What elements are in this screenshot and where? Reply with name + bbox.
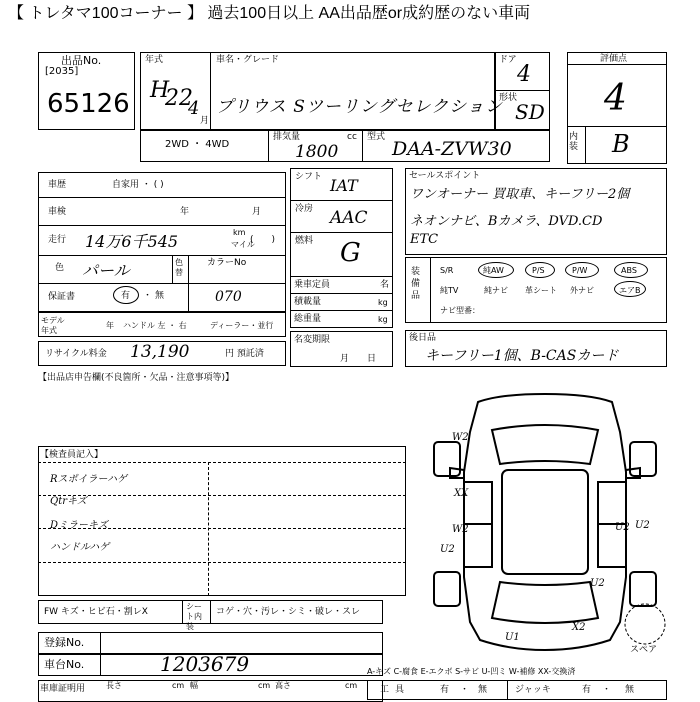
shape-label: 形状 (499, 93, 518, 103)
colorno-label: カラーNo (207, 258, 247, 268)
name-change-label: 名変期限 (294, 335, 331, 345)
displacement-label: 排気量 (273, 132, 301, 142)
year-value: 22 (165, 86, 193, 111)
name-change-unit: 月日 (340, 354, 395, 364)
load-label: 積載量 (294, 297, 322, 307)
equip-ps: P/S (532, 266, 545, 275)
inspector-label: 【検査員記入】 (40, 450, 104, 460)
inspection-year: 年 (180, 207, 190, 217)
equip-sr: S/R (440, 266, 454, 275)
damage-legend: A-キズ C-腐食 E-エクボ S-サビ U-凹ミ W-補修 XX-交換済 (367, 667, 576, 676)
weight-label: 総重量 (294, 314, 322, 324)
equip-tv: 純TV (440, 286, 459, 295)
chassis-label: 車台No. (44, 658, 85, 671)
equip-leather: 革シート (525, 286, 557, 295)
handbook-length: 長さ (106, 681, 122, 690)
sales-points-line2: ネオンナビ、Bカメラ、DVD.CD (410, 214, 603, 229)
mark-x2: X2 (572, 622, 586, 633)
handbook-width-unit: cm (258, 681, 271, 690)
fw-label: FW キズ・ヒビ石・割レX (44, 607, 148, 617)
fuel-label: 燃料 (295, 236, 314, 246)
mark-u2-rear-right: U2 (590, 578, 605, 589)
recycle-value: 13,190 (130, 342, 190, 362)
registration-row (38, 632, 383, 654)
inspector-line-4: ハンドルハゲ (50, 542, 110, 553)
jack-no: 無 (625, 685, 635, 695)
shift-label: シフト (295, 172, 323, 182)
mark-u2-right: U2 (635, 520, 650, 531)
page-title: 【 トレタマ100コーナー 】 過去100日以上 AA出品歴or成約歴のない車両 (8, 5, 531, 22)
weight-unit: kg (378, 315, 388, 324)
mark-xx: XX (454, 488, 469, 499)
declaration-label: 【出品店申告欄(不良箇所・欠品・注意事項等)】 (38, 373, 235, 383)
shift-value: IAT (330, 176, 358, 195)
model-value: プリウス Sツーリングセレクション (216, 97, 503, 117)
displacement-unit: cc (347, 132, 357, 142)
recycle-label: リサイクル料金 (45, 349, 107, 359)
sales-points-label: セールスポイント (409, 171, 481, 181)
aircon-label: 冷房 (295, 204, 314, 214)
mileage-mile: マイル (231, 240, 255, 249)
mileage-value: 14万6千545 (85, 232, 179, 251)
equip-navi: 純ナビ (484, 286, 508, 295)
equip-pw: P/W (572, 266, 588, 275)
colorno-value: 070 (215, 289, 242, 305)
model-year-dealer: ディーラー・並行 (210, 321, 274, 330)
sales-points-line3: ETC (410, 232, 439, 247)
model-year-label: モデル年式 (41, 316, 65, 335)
mark-w2-front: W2 (452, 432, 469, 443)
color-label: 色 (55, 263, 65, 273)
handbook-width: 幅 (190, 681, 198, 690)
mark-w2-door: W2 (452, 524, 469, 535)
handbook-row (38, 680, 383, 702)
lot-sub: [2035] (45, 66, 79, 77)
warranty-sep: ・ (143, 291, 153, 301)
handbook-label: 車庫証明用 (40, 684, 86, 694)
equipment-label: 装備品 (411, 267, 421, 301)
door-label: ドア (499, 55, 517, 65)
model-label: 車名・グレード (216, 55, 280, 65)
equip-ext-navi: 外ナビ (570, 286, 594, 295)
capacity-label: 乗車定員 (294, 280, 331, 290)
recycle-unit: 円 預託済 (225, 349, 264, 359)
accessories-label: 後日品 (409, 333, 437, 343)
fuel-value: G (340, 238, 361, 268)
history-label: 車歴 (48, 180, 67, 190)
lot-box (38, 52, 135, 130)
shape-value: SD (515, 100, 545, 124)
warranty-no: 無 (155, 291, 165, 301)
displacement-value: 1800 (295, 142, 339, 162)
mark-u1: U1 (505, 632, 520, 643)
capacity-unit: 名 (380, 280, 390, 290)
interior-value: B (612, 130, 630, 158)
tools-no: 無 (478, 685, 488, 695)
equip-abs: ABS (621, 266, 637, 275)
interior-label: 内装 (569, 132, 579, 152)
drive-label: 2WD ・ 4WD (165, 139, 230, 150)
load-unit: kg (378, 298, 388, 307)
jack-yes: 有 (582, 685, 592, 695)
year-month: 4 (188, 98, 200, 119)
mileage-label: 走行 (48, 235, 67, 245)
mileage-km: km (233, 228, 246, 237)
grade-score: 4 (604, 78, 627, 119)
color-change: 色替 (175, 258, 183, 277)
mark-u2-door: U2 (615, 522, 630, 533)
equip-airbag: エアB (619, 286, 641, 295)
navi-model-label: ナビ型番： (440, 306, 480, 315)
equip-aw: 純AW (483, 266, 504, 275)
lot-label: 出品No. (61, 54, 102, 67)
handbook-height-unit: cm (345, 681, 358, 690)
model-year-year: 年 (106, 321, 114, 330)
car-damage-diagram (420, 392, 670, 662)
registration-label: 登録No. (44, 636, 85, 649)
inspection-month: 月 (252, 207, 262, 217)
chassis-value: 1203679 (160, 652, 250, 676)
year-label: 年式 (145, 55, 164, 65)
inspector-line-3: Dミラーキズ (50, 520, 108, 531)
fw-items: コゲ・穴・汚レ・シミ・破レ・スレ (216, 607, 361, 617)
inspection-label: 車検 (48, 207, 67, 217)
inspector-line-2: Qtrキズ (50, 496, 87, 507)
sales-points-line1: ワンオーナー 買取車、キーフリー2個 (410, 187, 630, 202)
jack-label: ジャッキ (515, 685, 551, 695)
fw-seat: シート内装 (186, 602, 202, 631)
spare-label: スペア (630, 645, 658, 655)
warranty-label: 保証書 (48, 292, 76, 302)
aircon-value: AAC (330, 208, 368, 228)
door-value: 4 (517, 62, 531, 87)
type-value: DAA-ZVW30 (392, 138, 512, 160)
tools-label: 工具 (380, 685, 411, 695)
type-label: 型式 (367, 132, 386, 142)
handbook-height: 高さ (275, 681, 291, 690)
color-value: パール (82, 261, 130, 280)
year-era: H (150, 78, 170, 103)
warranty-yes: 有 (121, 291, 131, 301)
model-year-handle: ハンドル 左 ・ 右 (123, 321, 187, 330)
grade-label: 評価点 (600, 54, 628, 64)
handbook-length-unit: cm (172, 681, 185, 690)
mark-u2-rear-left: U2 (440, 544, 455, 555)
history-value: 自家用 ・ ( ) (112, 180, 164, 190)
year-month-unit: 月 (200, 116, 210, 126)
lot-number: 65126 (47, 89, 130, 119)
inspector-line-1: Rスポイラーハゲ (50, 474, 128, 485)
accessories-value: キーフリー1個、B-CASカード (425, 348, 619, 364)
tools-yes: 有 (440, 685, 450, 695)
